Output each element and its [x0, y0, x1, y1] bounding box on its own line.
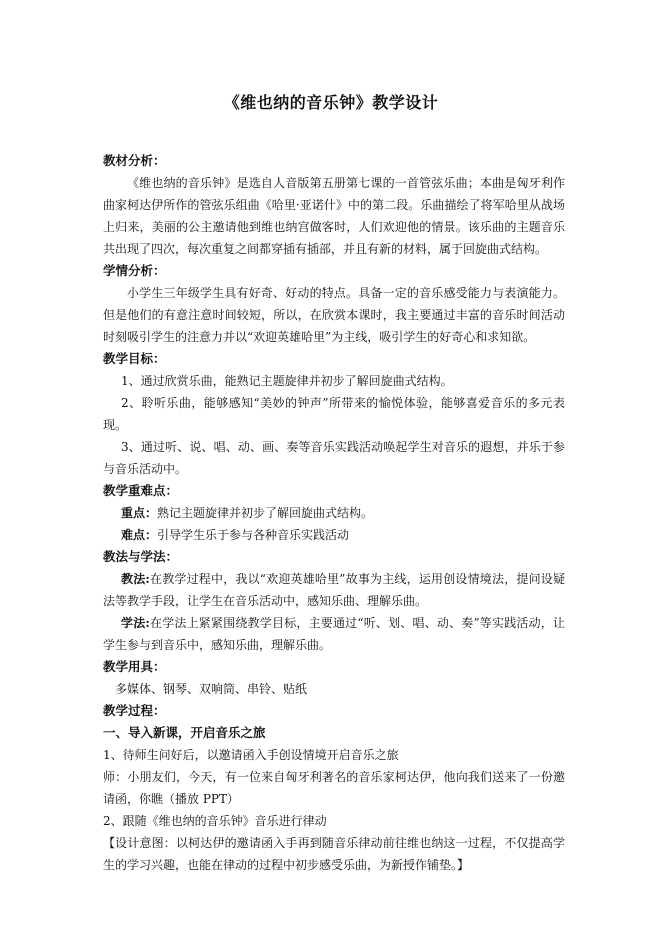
- keypoint-key-text: 熟记主题旋律并初步了解回旋曲式结构。: [157, 506, 374, 520]
- tools-list: 多媒体、钢琴、双响筒、串铃、贴纸: [115, 682, 308, 696]
- keypoints-heading: 教学重难点：: [103, 483, 179, 498]
- process-teacher-line: 师：小朋友们，今天，有一位来自匈牙利著名的音乐家柯达伊，他向我们送来了一份邀请函，你瞧（播放 PPT）: [103, 770, 565, 806]
- method-learn: [103, 612, 565, 656]
- method-teach-label: 教法:: [121, 572, 150, 586]
- tools-heading: 教学用具：: [103, 659, 166, 674]
- keypoint-key: [103, 502, 565, 524]
- method-teach-text: 在教学过程中，我以“欢迎英雄哈里”故事为主线，运用创设情境法，提问设疑法等教学手段，让学生在音乐活动中，感知乐曲、理解乐曲。: [103, 572, 565, 608]
- method-learn-text: 在学法上紧紧围绕教学目标，主要通过“听、划、唱、动、奏”等实践活动，让学生参与到音乐中，感知乐曲，理解乐曲。: [103, 616, 565, 652]
- process-heading: 教学过程：: [103, 703, 166, 718]
- method-learn-label: 学法:: [121, 616, 150, 630]
- keypoint-key-label: 重点：: [121, 506, 158, 520]
- process-section-1: 一、导入新课，开启音乐之旅: [103, 725, 266, 740]
- goal-item-2: 2、聆听乐曲，能够感知“美妙的钟声”所带来的愉悦体验，能够喜爱音乐的多元表现。: [103, 396, 565, 432]
- document-body: [103, 150, 565, 876]
- students-heading: 学情分析：: [103, 263, 166, 278]
- keypoint-difficulty: [103, 524, 565, 546]
- process-design-intent: 【设计意图：以柯达伊的邀请函入手再到随音乐律动前往维也纳这一过程，不仅提高学生的学习兴趣，也能在律动的过程中初步感受乐曲，为新授作铺垫。】: [103, 836, 565, 872]
- analysis-paragraph: 《维也纳的音乐钟》是选自人音版第五册第七课的一首管弦乐曲；本曲是匈牙利作曲家柯达伊所作的管弦乐组曲《哈里·亚诺什》中的第二段。乐曲描绘了将军哈里从战场上归来，美丽的公主邀请他到维也纳宫做客时，人们欢迎他的情景。该乐曲的主题音乐共出现了四次，每次重复之间都穿插有插部，并且有新的材料，属于回旋曲式结构。: [103, 176, 565, 256]
- document-title: 《维也纳的音乐钟》教学设计: [223, 93, 439, 112]
- goal-item-3: 3、通过听、说、唱、动、画、奏等音乐实践活动唤起学生对音乐的遐想，并乐于参与音乐活动中。: [103, 440, 565, 476]
- process-step-1: 1、待师生问好后，以邀请函入手创设情境开启音乐之旅: [103, 748, 399, 762]
- keypoint-diff-text: 引导学生乐于参与各种音乐实践活动: [157, 528, 350, 542]
- methods-heading: 教法与学法：: [103, 549, 179, 564]
- goal-item-1: 1、通过欣赏乐曲，能熟记主题旋律并初步了解回旋曲式结构。: [121, 374, 453, 388]
- keypoint-diff-label: 难点：: [121, 528, 158, 542]
- analysis-heading: 教材分析：: [103, 153, 166, 168]
- students-paragraph: 小学生三年级学生具有好奇、好动的特点。具备一定的音乐感受能力与表演能力。但是他们的有意注意时间较短，所以，在欣赏本课时，我主要通过丰富的音乐时间活动时刻吸引学生的注意力并以“欢迎英雄哈里”为主线，吸引学生的好奇心和求知欲。: [103, 286, 565, 344]
- method-teach: [103, 568, 565, 612]
- goals-heading: 教学目标：: [103, 351, 166, 366]
- process-step-2: 2、跟随《维也纳的音乐钟》音乐进行律动: [103, 814, 327, 828]
